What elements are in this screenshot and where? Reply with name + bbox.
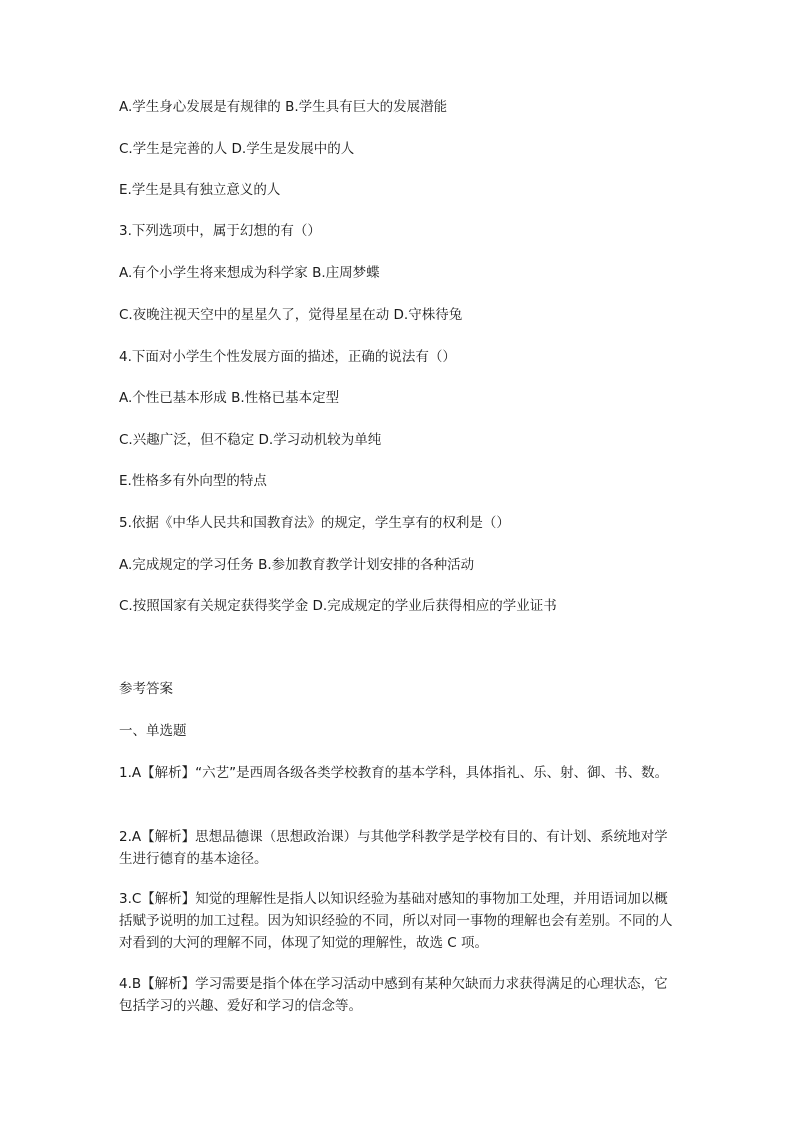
answer-1: 1.A【解析】“六艺”是西周各级各类学校教育的基本学科，具体指礼、乐、射、御、书、数。 — [119, 765, 669, 781]
answers-heading: 参考答案 — [119, 681, 173, 697]
question-3-option-line-a-b: A.有个小学生将来想成为科学家 B.庄周梦蝶 — [119, 265, 380, 281]
question-3-option-line-c-d: C.夜晚注视天空中的星星久了，觉得星星在动 D.守株待兔 — [119, 307, 463, 323]
question-5-option-line-a-b: A.完成规定的学习任务 B.参加教育教学计划安排的各种活动 — [119, 557, 475, 573]
question-4-option-line-a-b: A.个性已基本形成 B.性格已基本定型 — [119, 390, 340, 406]
option-line-e: E.学生是具有独立意义的人 — [119, 182, 281, 198]
answers-section-title: 一、单选题 — [119, 723, 187, 739]
option-line-c-d: C.学生是完善的人 D.学生是发展中的人 — [119, 141, 355, 157]
question-5-option-line-c-d: C.按照国家有关规定获得奖学金 D.完成规定的学业后获得相应的学业证书 — [119, 598, 557, 614]
question-4-stem: 4.下面对小学生个性发展方面的描述，正确的说法有（） — [119, 349, 456, 365]
answer-3: 3.C【解析】知觉的理解性是指人以知识经验为基础对感知的事物加工处理，并用语词加以概括赋予说明的加工过程。因为知识经验的不同，所以对同一事物的理解也会有差别。不同的人对看到的大河的理解不同，体现了知觉的理解性，故选 C 项。 — [119, 891, 673, 951]
question-4-option-line-c-d: C.兴趣广泛，但不稳定 D.学习动机较为单纯 — [119, 432, 382, 448]
question-5-stem: 5.依据《中华人民共和国教育法》的规定，学生享有的权利是（） — [119, 515, 510, 531]
option-line-a-b: A.学生身心发展是有规律的 B.学生具有巨大的发展潜能 — [119, 99, 448, 115]
answer-4: 4.B【解析】学习需要是指个体在学习活动中感到有某种欠缺而力求获得满足的心理状态，它包括学习的兴趣、爱好和学习的信念等。 — [119, 976, 668, 1014]
question-3-stem: 3.下列选项中，属于幻想的有（） — [119, 223, 321, 239]
answer-2: 2.A【解析】思想品德课（思想政治课）与其他学科教学是学校有目的、有计划、系统地对学生进行德育的基本途径。 — [119, 829, 668, 867]
question-4-option-line-e: E.性格多有外向型的特点 — [119, 473, 267, 489]
